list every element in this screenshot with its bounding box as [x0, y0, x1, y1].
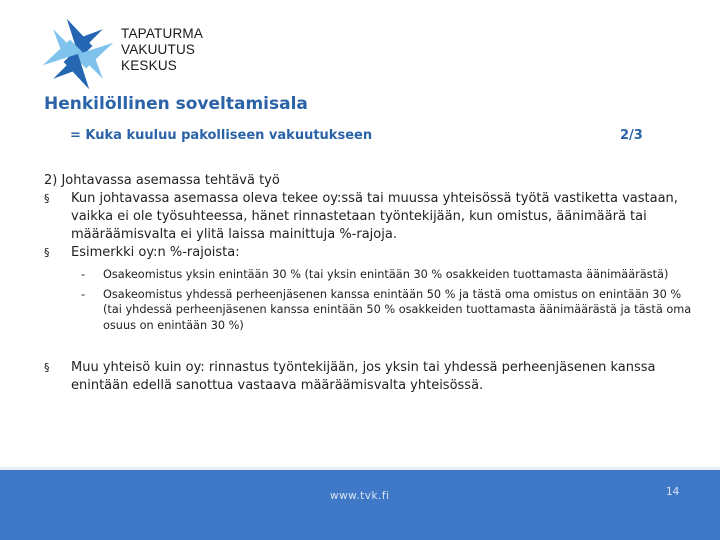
star-pinwheel-icon	[38, 14, 118, 94]
bullet-marker: §	[44, 192, 50, 205]
slide-number: 14	[666, 486, 680, 498]
bullet-text: Muu yhteisö kuin oy: rinnastus työntekijään, jos yksin tai yhdessä perheenjäsenen kanssa enintään edellä sanottua vastaava määräämisvalta yhteisössä.	[71, 360, 656, 393]
sub-bullet-text: Osakeomistus yksin enintään 30 % (tai yksin enintään 30 % osakkeiden tuottamasta äänimäärästä)	[103, 268, 669, 281]
spacer	[44, 337, 694, 359]
logo-text	[121, 26, 203, 74]
footer-url[interactable]: www.tvk.fi	[330, 490, 390, 502]
page-indicator: 2/3	[620, 128, 643, 143]
page-title: Henkilöllinen soveltamisala	[44, 94, 308, 114]
slide-body	[44, 172, 694, 395]
sub-bullet-item	[44, 267, 694, 283]
sub-bullet-list	[44, 267, 694, 333]
logo-line: KESKUS	[121, 58, 177, 73]
bullet-item	[44, 190, 694, 244]
page-subtitle: = Kuka kuuluu pakolliseen vakuutukseen	[70, 128, 373, 143]
sub-bullet-text: Osakeomistus yhdessä perheenjäsenen kanssa enintään 50 % ja tästä oma omistus on enintään 30 % (tai yhdessä perheenjäsenen kanssa enintään 50 % osakkeiden tuottamasta äänimäärästä ja tästä oma osuus on enintään 30 %)	[103, 287, 692, 332]
section-heading: 2) Johtavassa asemassa tehtävä työ	[44, 173, 280, 188]
footer-bar	[0, 470, 720, 540]
sub-bullet-marker: -	[81, 287, 86, 301]
logo-line: VAKUUTUS	[121, 42, 196, 57]
bullet-item	[44, 359, 694, 395]
bullet-text: Esimerkki oy:n %-rajoista:	[71, 245, 240, 260]
sub-bullet-item	[44, 287, 694, 334]
bullet-item	[44, 244, 694, 262]
bullet-marker: §	[44, 246, 50, 259]
bullet-text: Kun johtavassa asemassa oleva tekee oy:ssä tai muussa yhteisössä työtä vastiketta vastaan, vaikka ei ole työsuhteessa, hänet rinnastetaan työntekijään, kun omistus, äänimäärä tai määräämisvalta ei ylitä laissa mainittuja %-rajoja.	[71, 191, 678, 242]
bullet-marker: §	[44, 361, 50, 374]
logo-line: TAPATURMA	[121, 26, 204, 41]
sub-bullet-marker: -	[81, 268, 86, 281]
